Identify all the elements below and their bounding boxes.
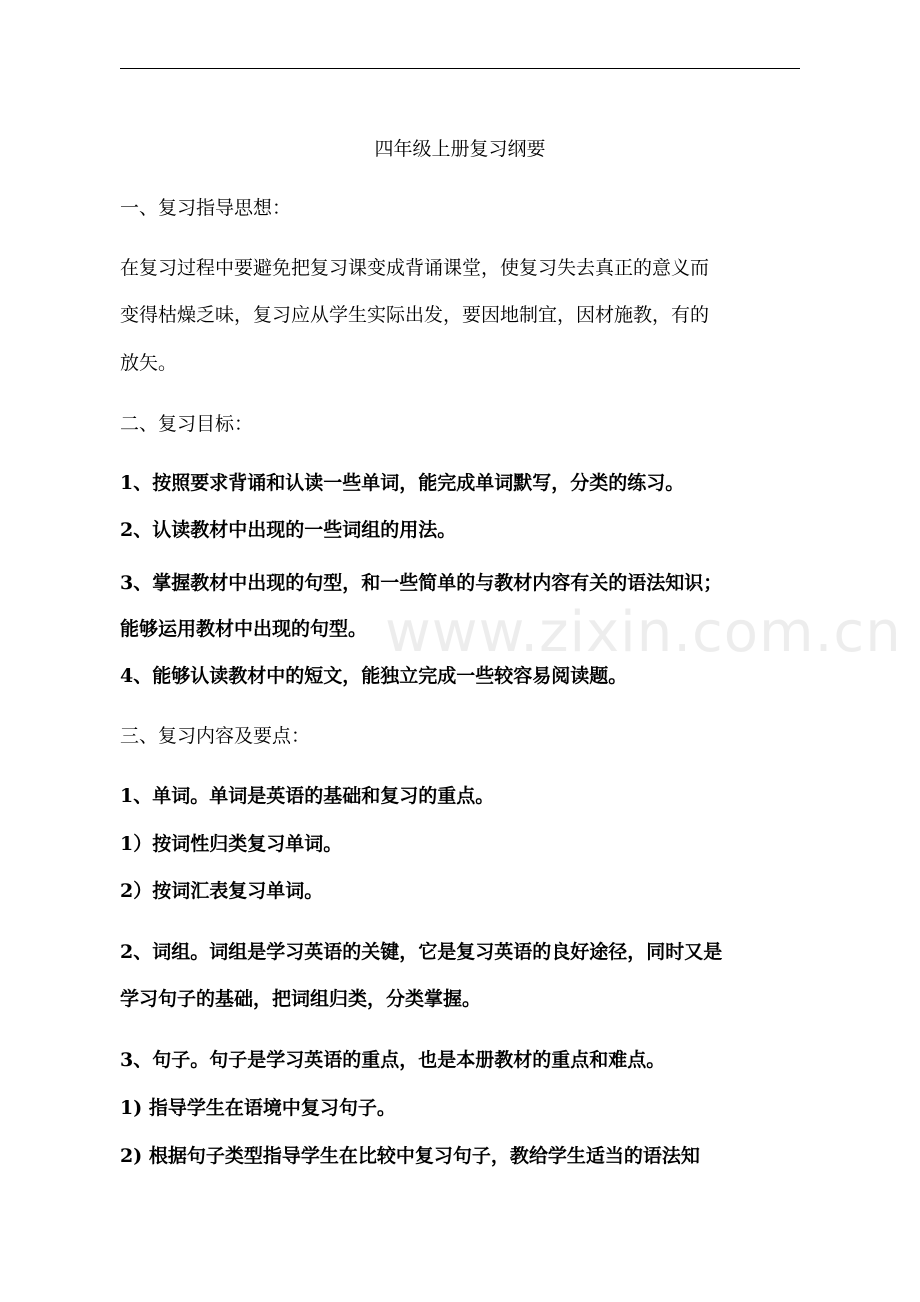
content-subitem: 1) 指导学生在语境中复习句子。 bbox=[120, 1097, 396, 1119]
section-heading-2: 二、复习目标： bbox=[120, 413, 254, 435]
paragraph-line: 在复习过程中要避免把复习课变成背诵课堂，使复习失去真正的意义而 bbox=[120, 257, 710, 279]
goal-item-2: 2、认读教材中出现的一些词组的用法。 bbox=[120, 519, 457, 541]
section-heading-3: 三、复习内容及要点： bbox=[120, 725, 311, 747]
content-item-1: 1、单词。单词是英语的基础和复习的重点。 bbox=[120, 785, 495, 807]
watermark: www.zixin.com.cn bbox=[385, 600, 902, 665]
goal-item-4: 4、能够认读教材中的短文，能独立完成一些较容易阅读题。 bbox=[120, 665, 628, 687]
content-item-3: 3、句子。句子是学习英语的重点，也是本册教材的重点和难点。 bbox=[120, 1049, 666, 1071]
goal-item-3: 3、掌握教材中出现的句型，和一些简单的与教材内容有关的语法知识； bbox=[120, 572, 723, 594]
document-title: 四年级上册复习纲要 bbox=[374, 138, 546, 160]
goal-item-3-cont: 能够运用教材中出现的句型。 bbox=[120, 618, 368, 640]
content-subitem: 2) 根据句子类型指导学生在比较中复习句子，教给学生适当的语法知 bbox=[120, 1145, 700, 1167]
content-subitem: 1）按词性归类复习单词。 bbox=[120, 833, 343, 855]
content-item-2-cont: 学习句子的基础，把词组归类，分类掌握。 bbox=[120, 988, 482, 1010]
section-heading-1: 一、复习指导思想： bbox=[120, 197, 292, 219]
content-subitem: 2）按词汇表复习单词。 bbox=[120, 880, 324, 902]
header-rule bbox=[120, 68, 800, 69]
paragraph-line: 放矢。 bbox=[120, 352, 178, 374]
paragraph-line: 变得枯燥乏味，复习应从学生实际出发，要因地制宜，因材施教，有的 bbox=[120, 304, 710, 326]
content-item-2: 2、词组。词组是学习英语的关键，它是复习英语的良好途径，同时又是 bbox=[120, 941, 723, 963]
goal-item-1: 1、按照要求背诵和认读一些单词，能完成单词默写，分类的练习。 bbox=[120, 472, 685, 494]
